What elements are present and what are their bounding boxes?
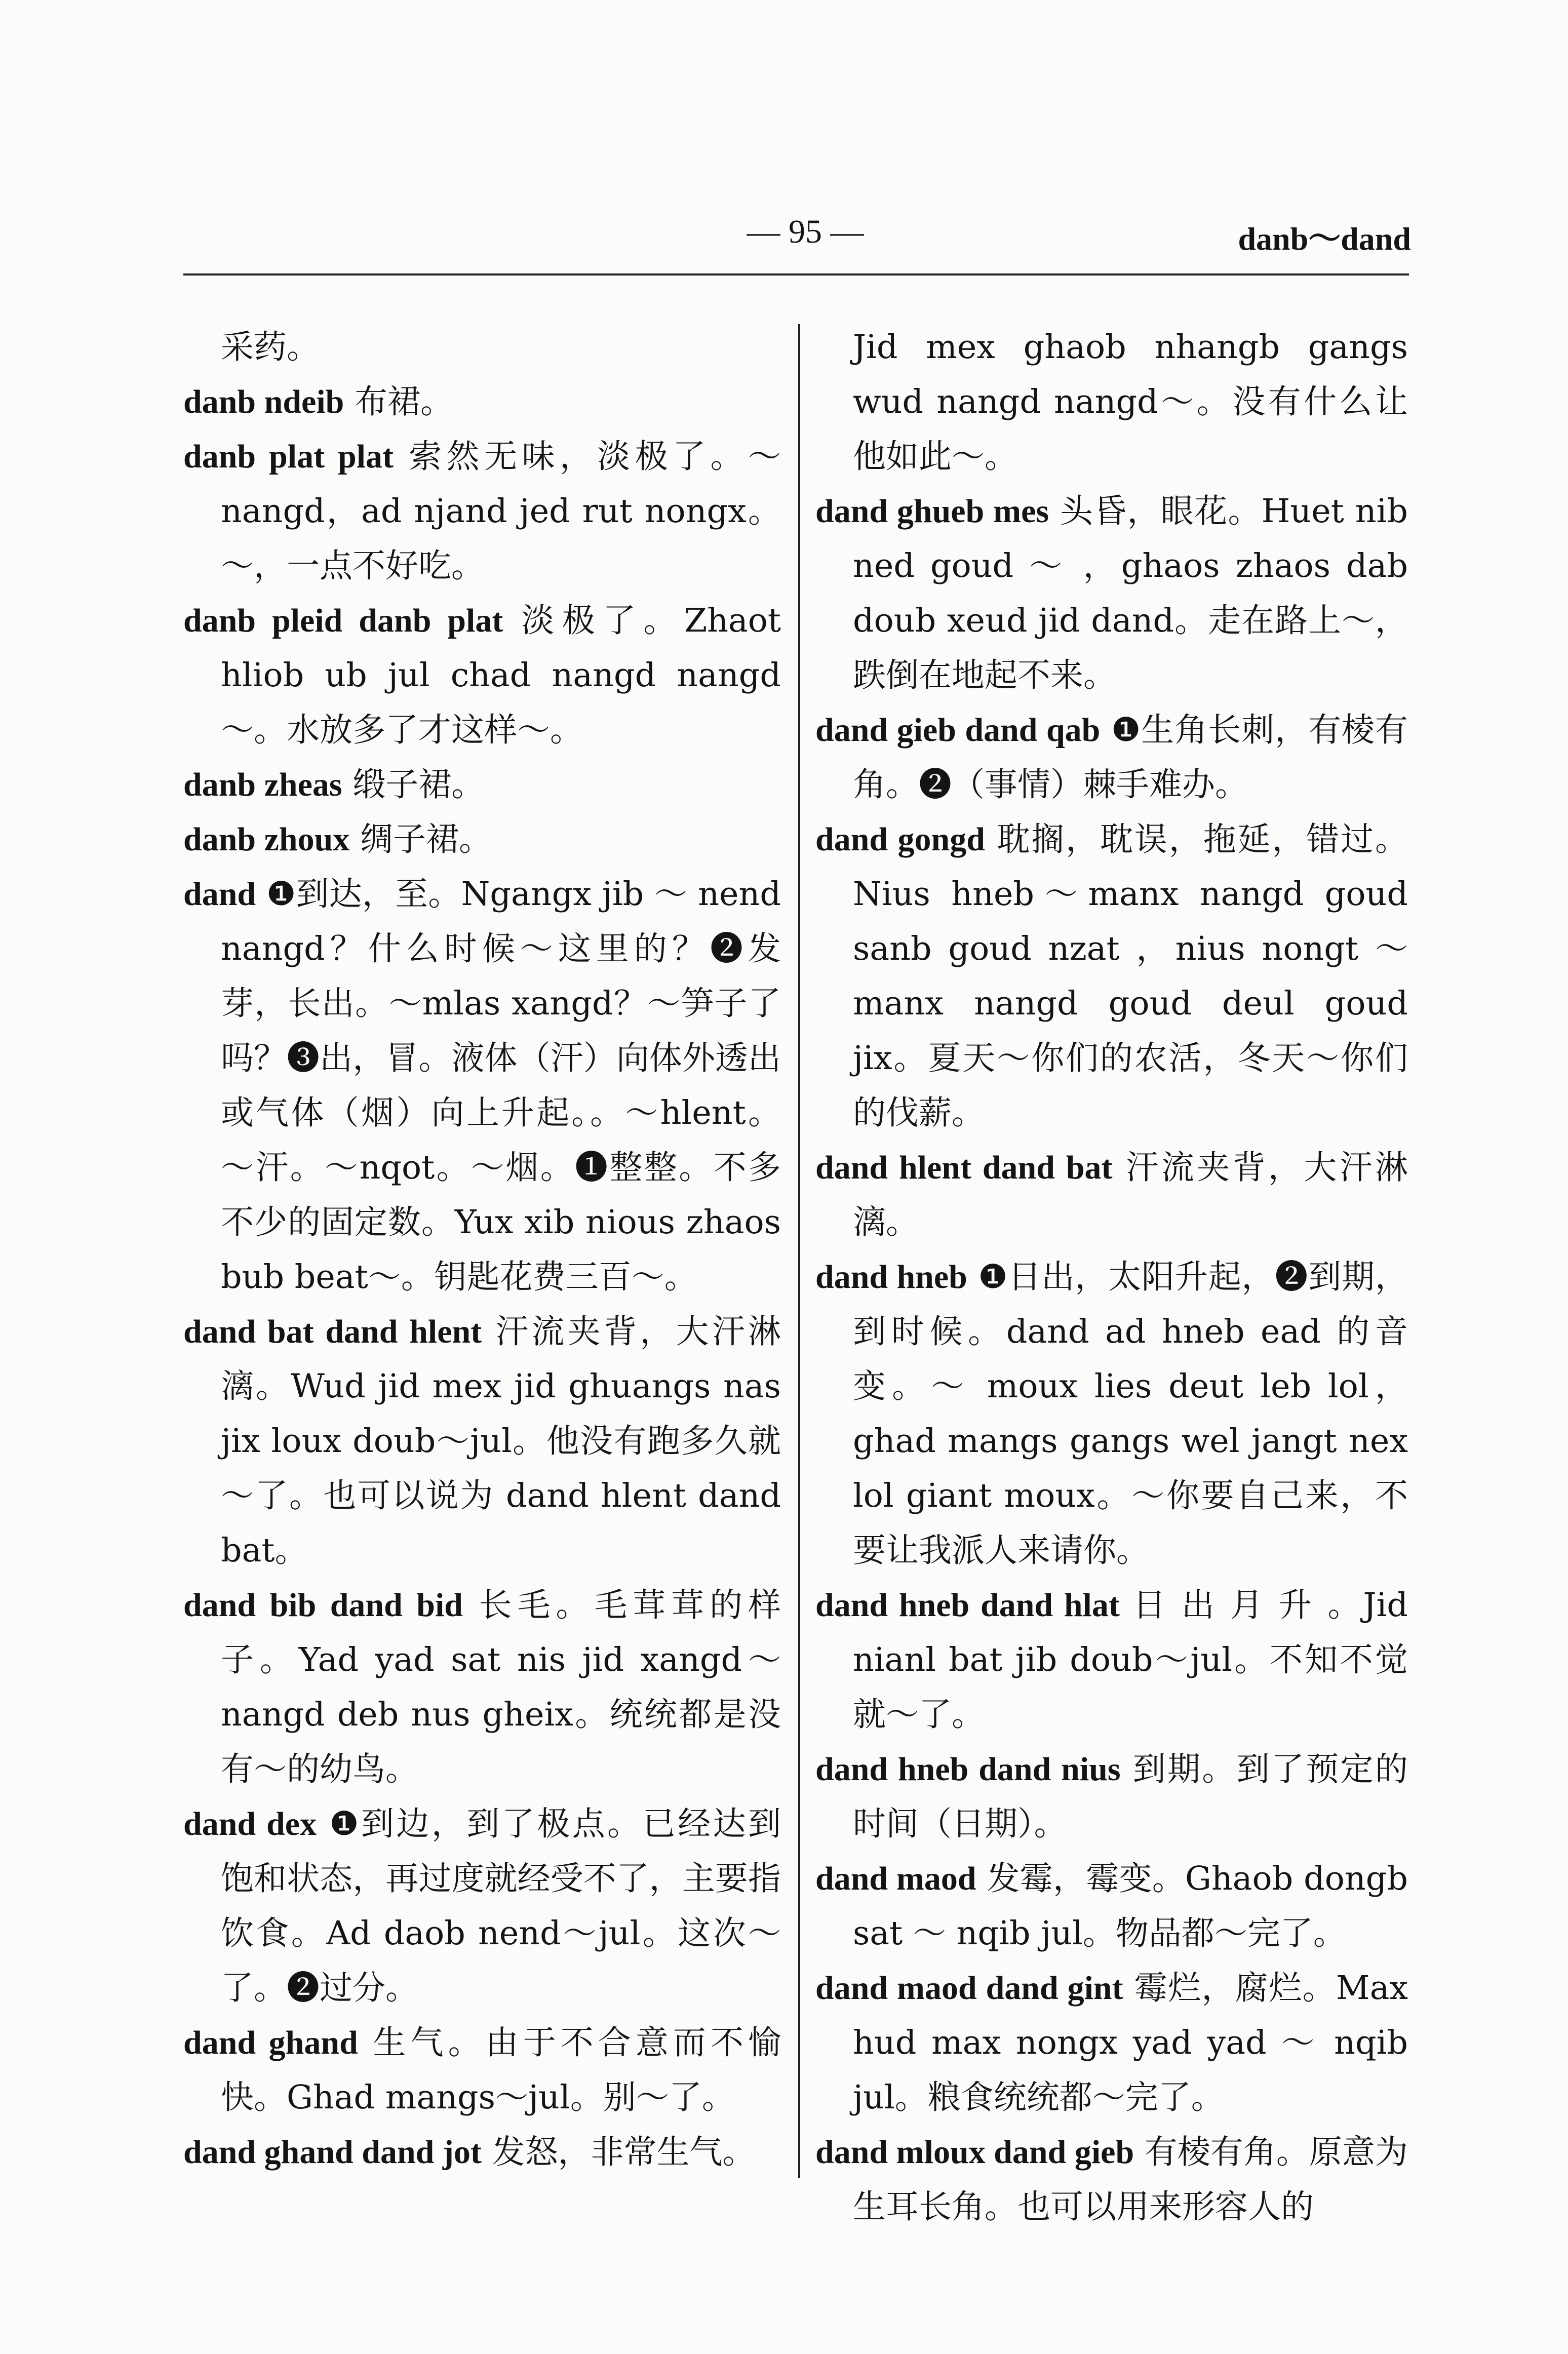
entry-definition: 头昏，眼花。Huet nib ned goud ～ ，ghaos zhaos dab doub xeud jid dand。走在路上～，跌倒在地起不来。 — [853, 492, 1408, 694]
entry-continuation — [815, 320, 1408, 484]
dictionary-entry — [183, 594, 781, 758]
entry-definition: 绸子裙。 — [349, 820, 492, 858]
entry-headword: danb plat plat — [183, 438, 394, 475]
dictionary-entry — [815, 703, 1408, 812]
dictionary-entry — [815, 2125, 1408, 2234]
entry-definition: 有棱有角。原意为生耳长角。也可以用来形容人的 — [853, 2133, 1408, 2226]
right-column — [815, 320, 1408, 2234]
dictionary-entry — [183, 758, 781, 812]
entry-definition: ❶到边，到了极点。已经达到饱和状态，再过度就经受不了，主要指饮食。Ad daob nend～jul。这次～了。❷过分。 — [221, 1805, 781, 2007]
entry-headword: dand hneb dand nius — [815, 1751, 1121, 1788]
running-head: danb～dand — [1238, 221, 1411, 257]
entry-headword: dand hneb — [815, 1259, 967, 1296]
entry-definition: Jid mex ghaob nhangb gangs wud nangd nangd～。没有什么让他如此～。 — [853, 328, 1408, 476]
dictionary-entry — [183, 1578, 781, 1797]
entry-definition: 到期。到了预定的时间（日期）。 — [853, 1750, 1408, 1843]
entry-definition: 发怒，非常生气。 — [481, 2133, 756, 2171]
entry-headword: dand ghueb mes — [815, 493, 1049, 530]
entry-headword: dand ghand — [183, 2024, 358, 2061]
entry-definition: 耽搁，耽误，拖延，错过。Nius hneb～manx nangd goud sanb goud nzat ，nius nongt ～ manx nangd goud deul goud jix。夏天～你们的农活，冬天～你们的伐薪。 — [853, 820, 1408, 1132]
entry-continuation — [183, 320, 781, 375]
dictionary-entry — [183, 1797, 781, 2016]
dictionary-entry — [815, 812, 1408, 1141]
dictionary-entry — [815, 1742, 1408, 1852]
entry-definition: 布裙。 — [344, 383, 454, 421]
left-column — [183, 320, 781, 2180]
entry-definition: 日 出 月 升 。Jid nianl bat jib doub～jul。不知不觉就～了。 — [853, 1586, 1408, 1734]
entry-headword: dand mloux dand gieb — [815, 2134, 1134, 2171]
entry-headword: dand bat dand hlent — [183, 1313, 482, 1350]
entry-definition: 淡极了。Zhaot hliob ub jul chad nangd nangd～。水放多了才这样～。 — [221, 602, 781, 749]
dictionary-entry — [815, 1961, 1408, 2125]
entry-headword: danb zhoux — [183, 821, 350, 858]
entry-definition: 索然无味，淡极了。～nangd，ad njand jed rut nongx。～，一点不好吃。 — [221, 438, 781, 585]
entry-headword: dand dex — [183, 1806, 317, 1842]
entry-headword: dand bib dand bid — [183, 1587, 463, 1624]
entry-definition: 生气。由于不合意而不愉快。Ghad mangs～jul。别～了。 — [221, 2024, 781, 2116]
entry-headword: dand hneb dand hlat — [815, 1587, 1120, 1624]
entry-definition: ❶日出，太阳升起，❷到期，到时候。dand ad hneb ead 的音变。～ moux lies deut leb lol，ghad mangs gangs wel jangt nex lol giant moux。～你要自己来，不要让我派人来请你。 — [853, 1258, 1408, 1570]
entry-definition: ❶生角长刺，有棱有角。❷（事情）棘手难办。 — [853, 711, 1408, 804]
entry-definition: 长毛。毛茸茸的样子。Yad yad sat nis jid xangd～nangd deb nus gheix。统统都是没有～的幼鸟。 — [221, 1586, 781, 1788]
header-rule — [183, 273, 1409, 276]
dictionary-entry — [815, 1141, 1408, 1250]
entry-headword: dand — [183, 876, 256, 913]
dictionary-entry — [815, 484, 1408, 703]
entry-headword: danb zheas — [183, 766, 342, 803]
entry-headword: danb ndeib — [183, 383, 344, 420]
dictionary-entry — [183, 812, 781, 867]
entry-definition: 采药。 — [221, 328, 320, 366]
dictionary-entry — [815, 1852, 1408, 1961]
entry-definition: 汗流夹背，大汗淋漓。Wud jid mex jid ghuangs nas jix loux doub～jul。他没有跑多久就～了。也可以说为 dand hlent dand bat。 — [221, 1313, 781, 1570]
entry-headword: dand ghand dand jot — [183, 2134, 482, 2171]
entry-headword: danb pleid danb plat — [183, 602, 503, 639]
entry-definition: 霉烂，腐烂。Max hud max nongx yad yad ～ nqib jul。粮食统统都～完了。 — [853, 1969, 1408, 2116]
column-divider — [798, 324, 800, 2178]
dictionary-entry — [183, 867, 781, 1305]
dictionary-entry — [183, 429, 781, 594]
entry-headword: dand gieb dand qab — [815, 712, 1101, 749]
entry-headword: dand hlent dand bat — [815, 1149, 1113, 1186]
page-number: — 95 — — [747, 213, 864, 250]
entry-definition: 缎子裙。 — [342, 766, 485, 804]
entry-headword: dand maod dand gint — [815, 1970, 1123, 2007]
entry-definition: ❶到达，至。Ngangx jib ～ nend nangd？什么时候～这里的？❷发芽，长出。～mlas xangd？～笋子了吗？❸出，冒。液体（汗）向体外透出或气体（烟）向上升起。。～hlent。～汗。～nqot。～烟。❶整整。不多不少的固定数。Yux xib nious zhaos bub beat～。钥匙花费三百～。 — [221, 875, 781, 1296]
dictionary-entry — [183, 2125, 781, 2180]
entry-headword: dand gongd — [815, 821, 985, 858]
entry-headword: dand maod — [815, 1860, 976, 1897]
entry-definition: 汗流夹背，大汗淋漓。 — [853, 1149, 1408, 1241]
dictionary-entry — [183, 2016, 781, 2125]
dictionary-entry — [183, 1305, 781, 1578]
dictionary-entry — [815, 1250, 1408, 1578]
dictionary-entry — [815, 1578, 1408, 1742]
dictionary-entry — [183, 375, 781, 429]
entry-definition: 发霉，霉变。Ghaob dongb sat ～ nqib jul。物品都～完了。 — [853, 1860, 1408, 1952]
